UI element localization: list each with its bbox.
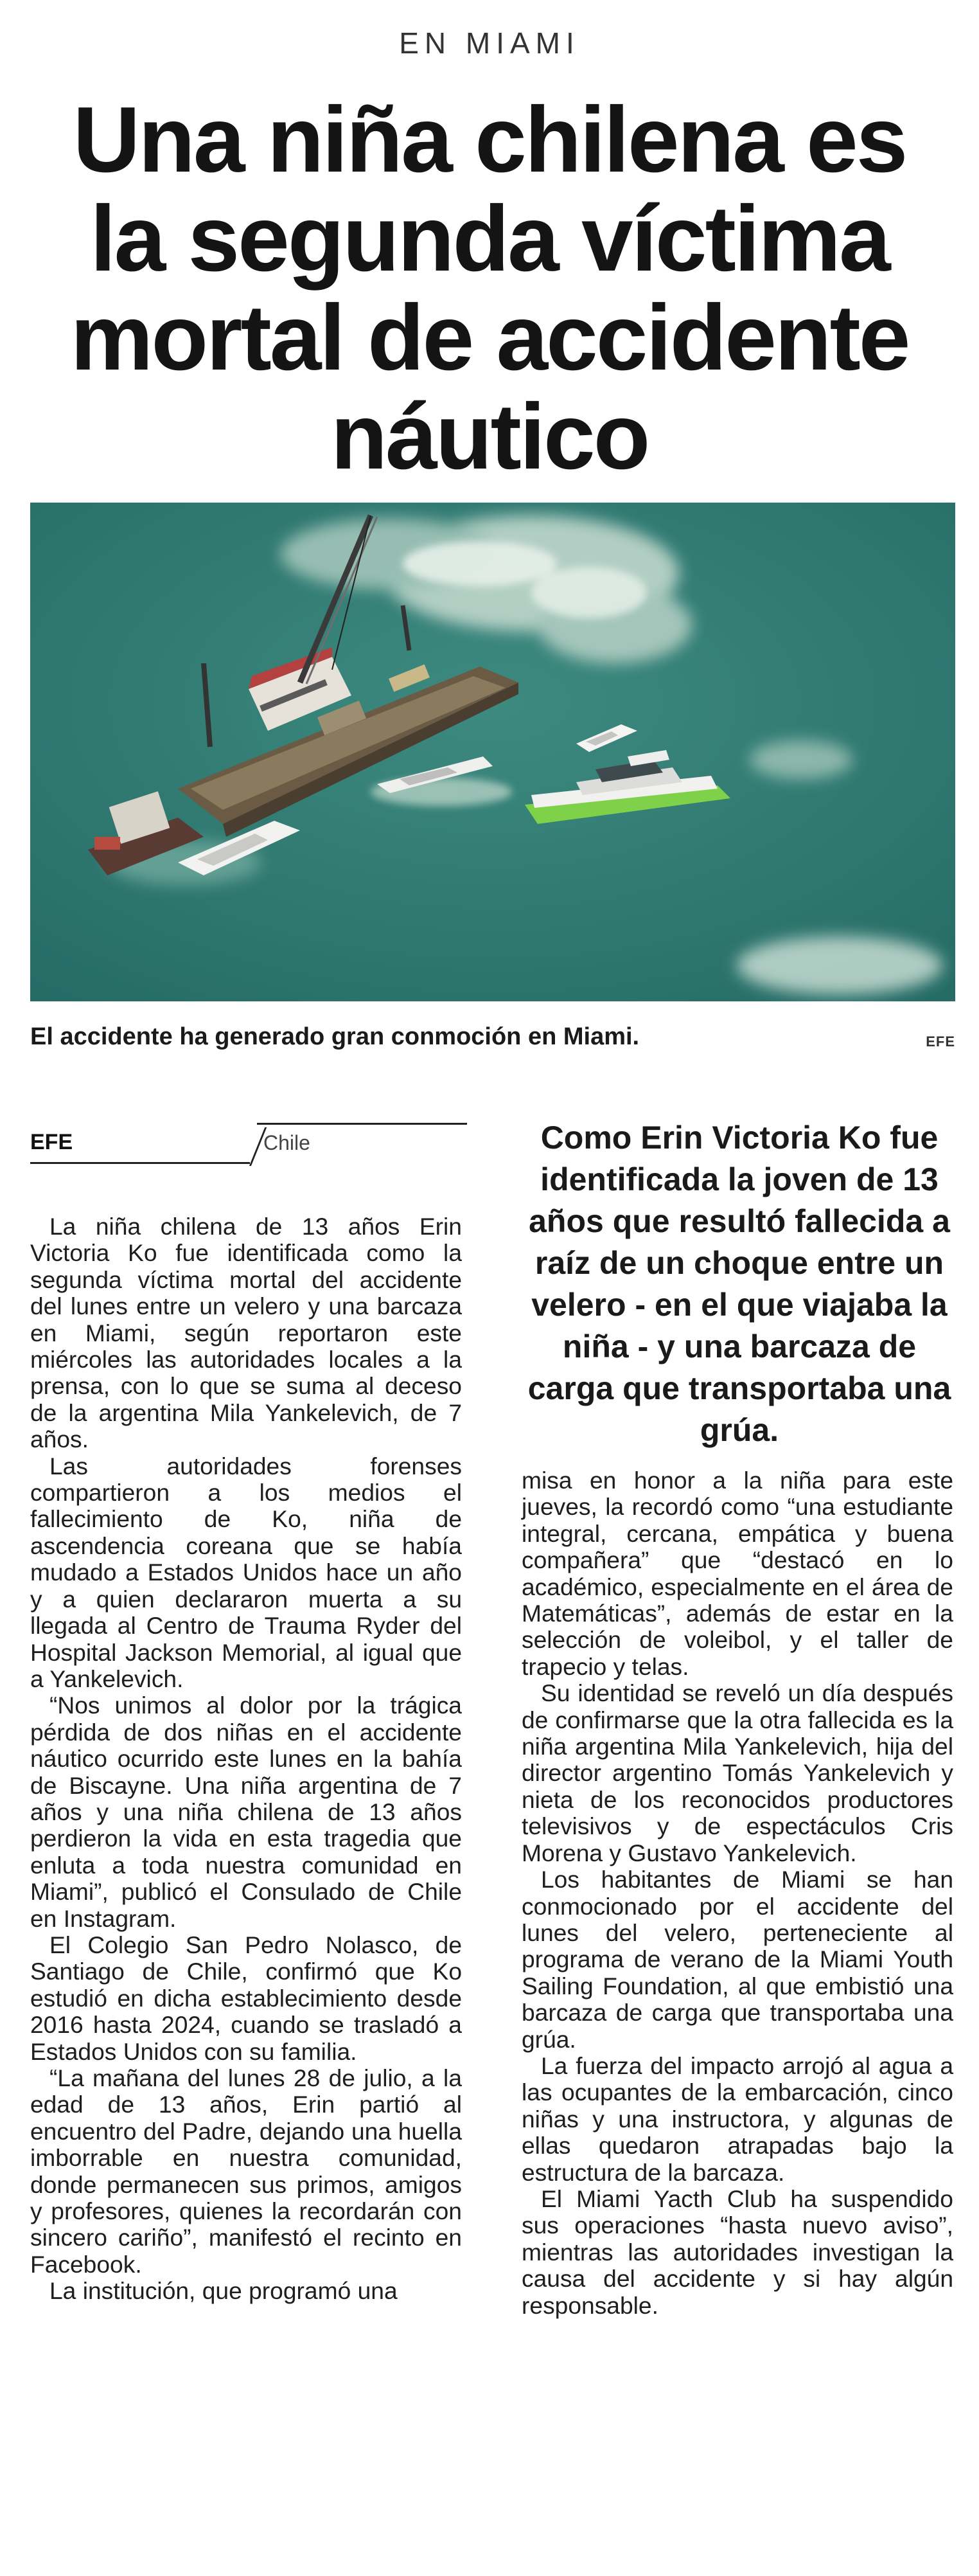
paragraph: La fuerza del impacto arrojó al agua a las ocupantes de la embarcación, cinco niñas y una instructora, y algunas de ellas quedaron atrapadas bajo la estructura de la barcaza. [522,2052,953,2186]
headline: Una niña chilena es la segunda víctima mortal de accidente náutico [70,87,909,488]
pull-quote: Como Erin Victoria Ko fue identificada la joven de 13 años que resultó fallecida a raíz de un choque entre un velero - en el que viajaba la niña - y una barcaza de carga que transportaba una grúa. [527,1120,951,1448]
byline-agency: EFE [30,1130,73,1154]
news-photo [30,503,955,1001]
paragraph: La niña chilena de 13 años Erin Victoria Ko fue identificada como la segunda víctima mortal del accidente del lunes entre un velero y una barcaza en Miami, según reportaron este miércoles las autoridades locales a la prensa, con lo que se suma al deceso de la argentina Mila Yankelevich, de 7 años. [30,1213,462,1453]
paragraph: La institución, que programó una [49,2277,398,2305]
byline-rule [30,1162,250,1164]
paragraph: “La mañana del lunes 28 de julio, a la edad de 13 años, Erin partió al encuentro del Padre, dejando una huella imborrable en nuestra comunidad, donde permanecen sus primos, amigos y profesores, quienes la recordarán con sincero cariño”, manifestó el recinto en Facebook. [30,2064,462,2278]
section-kicker: EN MIAMI [399,26,580,60]
paragraph: Los habitantes de Miami se han conmocionado por el accidente del lunes del velero, perteneciente al programa de verano de la Miami Youth Sailing Foundation, al que embistió una barcaza de carga que transportaba una grúa. [522,1866,953,2053]
paragraph: Las autoridades forenses compartieron a los medios el fallecimiento de Ko, niña de ascendencia coreana que se había mudado a Estados Unidos hace un año y a quien declararon muerta a su llegada al Centro de Trauma Ryder del Hospital Jackson Memorial, al igual que a Yankelevich. [30,1452,462,1692]
paragraph: El Miami Yacth Club ha suspendido sus operaciones “hasta nuevo aviso”, mientras las autoridades investigan la causa del accidente y si hay algún responsable. [522,2185,953,2319]
paragraph: El Colegio San Pedro Nolasco, de Santiago de Chile, confirmó que Ko estudió en dicha establecimiento desde 2016 hasta 2024, cuando se trasladó a Estados Unidos con su familia. [30,1931,462,2065]
photo-credit: EFE [926,1033,955,1050]
article-column-right [522,1467,953,2319]
section-rule [257,1123,467,1125]
section-label: Chile [263,1131,310,1154]
photo-caption: El accidente ha generado gran conmoción en Miami. [30,1023,640,1050]
paragraph: misa en honor a la niña para este jueves, la recordó como “una estudiante integral, cercana, empática y buena compañera” que “destacó en lo académico, especialmente en el área de Matemáticas”, además de estar en la selección de voleibol, y el taller de trapecio y telas. [522,1467,953,1680]
paragraph: “Nos unimos al dolor por la trágica pérdida de dos niñas en el accidente náutico ocurrido este lunes en la bahía de Biscayne. Una niña argentina de 7 años y una niña chilena de 13 años perdieron la vida en esta tragedia que enluta a toda nuestra comunidad en Miami”, publicó el Consulado de Chile en Instagram. [30,1692,462,1932]
paragraph: Su identidad se reveló un día después de confirmarse que la otra fallecida es la niña argentina Mila Yankelevich, hija del director argentino Tomás Yankelevich y nieta de los reconocidos productores televisivos y de espectáculos Cris Morena y Gustavo Yankelevich. [522,1679,953,1866]
article-column-left [30,1213,462,2305]
